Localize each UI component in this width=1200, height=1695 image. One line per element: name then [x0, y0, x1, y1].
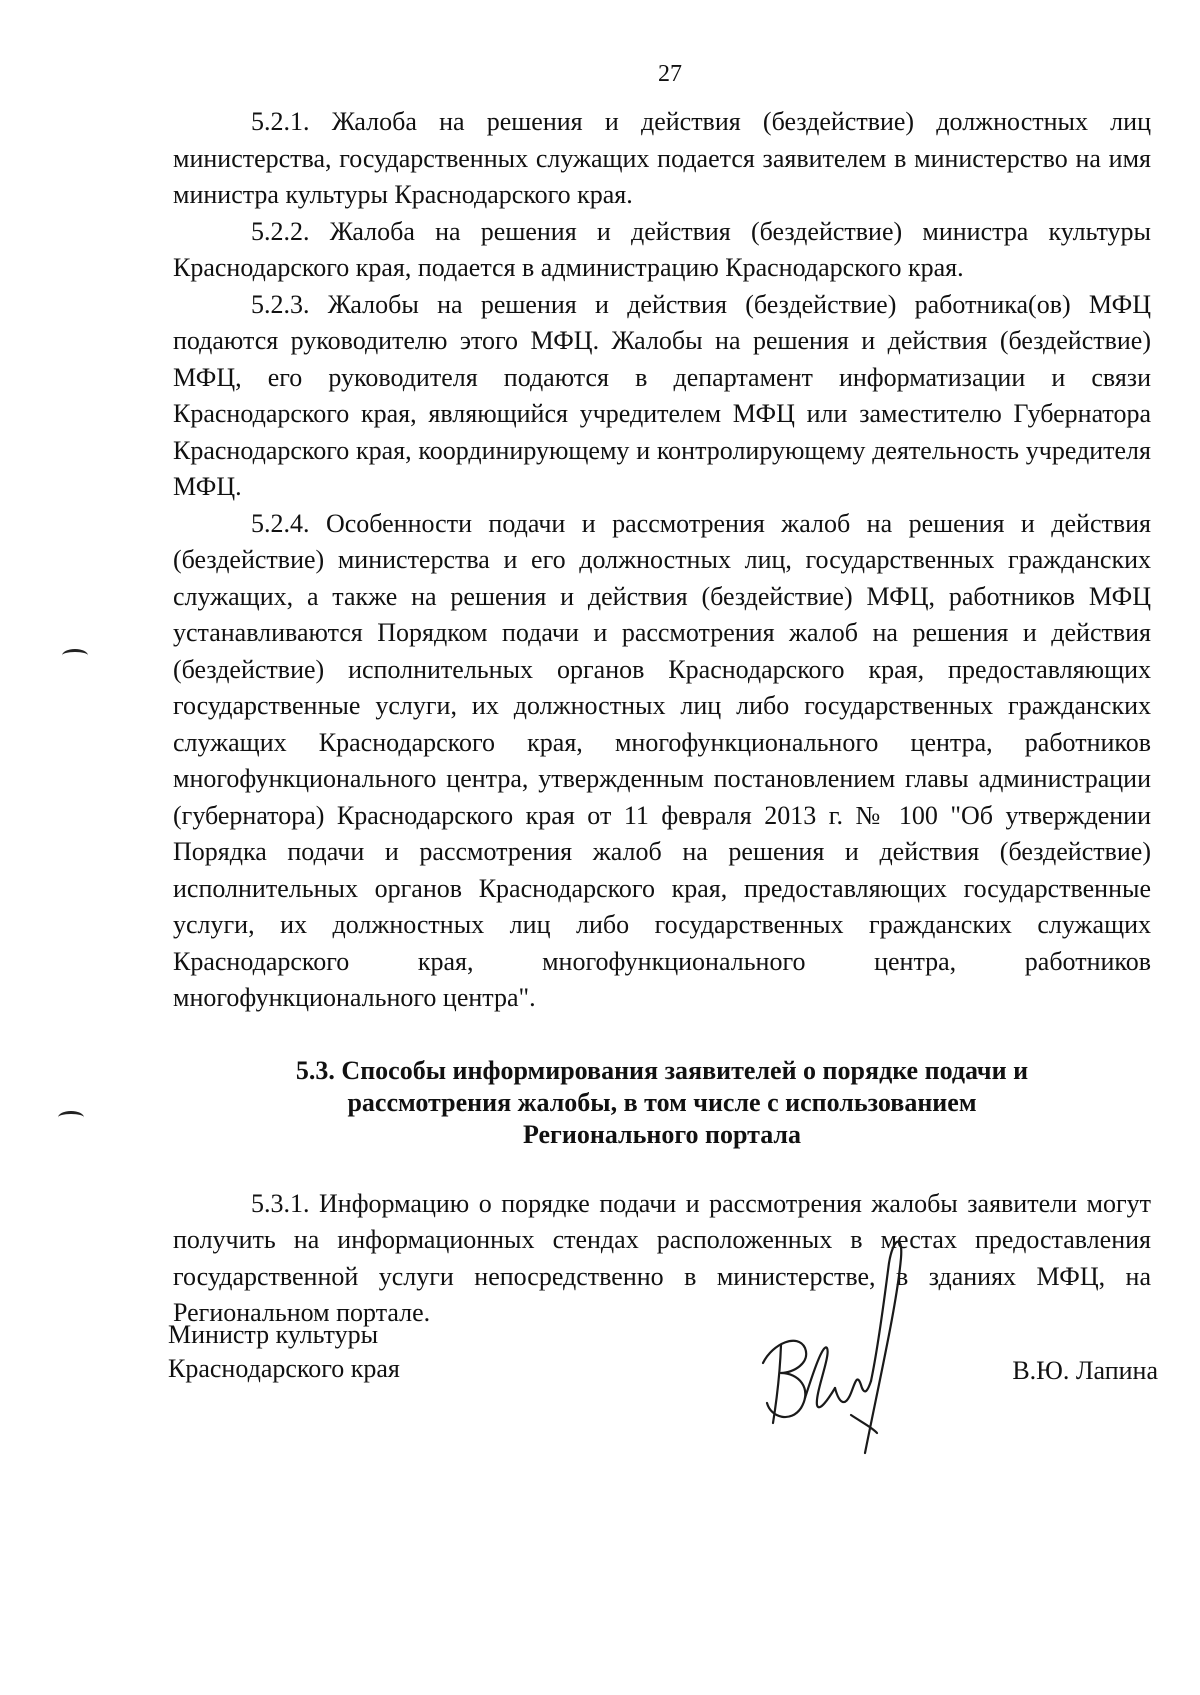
section-heading-5-3: [173, 1055, 1151, 1151]
page-number: 27: [658, 61, 682, 87]
document-body: [173, 104, 1151, 1332]
section-heading-line: 5.3. Способы информирования заявителей о порядке подачи и: [295, 1055, 1029, 1085]
signature-block: [168, 1318, 1158, 1458]
paragraph-5-2-2: 5.2.2. Жалоба на решения и действия (бездействие) министра культуры Краснодарского края, подается в администрацию Краснодарского края.: [173, 216, 1151, 282]
margin-mark: [58, 1111, 84, 1124]
handwritten-signature: [753, 1223, 923, 1463]
paragraph-5-2-1: 5.2.1. Жалоба на решения и действия (бездействие) должностных лиц министерства, государственных служащих подается заявителем в министерство на имя министра культуры Краснодарского края.: [173, 107, 1151, 209]
margin-mark: [62, 649, 88, 662]
paragraph-5-2-4: 5.2.4. Особенности подачи и рассмотрения жалоб на решения и действия (бездействие) министерства и его должностных лиц, государственных гражданских служащих, а также на решения и действия (бездействие) МФЦ, работников МФЦ устанавливаются Порядком подачи и рассмотрения жалоб на решения и действия (бездействие) исполнительных органов Краснодарского края, предоставляющих государственные услуги, их должностных лиц либо государственных гражданских служащих Краснодарского края, многофункционального центра, работников многофункционального центра, утвержденным постановлением главы администрации (губернатора) Краснодарского края от 11 февраля 2013 г. № 100 "Об утверждении Порядка подачи и рассмотрения жалоб на решения и действия (бездействие) исполнительных органов Краснодарского края, предоставляющих государственные услуги, их должностных лиц либо государственных гражданских служащих Краснодарского края, многофункционального центра, работников многофункционального центра".: [173, 508, 1151, 1012]
signer-position-line: Министр культуры: [168, 1320, 379, 1349]
paragraph-5-2-3: 5.2.3. Жалобы на решения и действия (бездействие) работника(ов) МФЦ подаются руководителю этого МФЦ. Жалобы на решения и действия (бездействие) МФЦ, его руководителя подаются в департамент информатизации и связи Краснодарского края, являющийся учредителем МФЦ или заместителю Губернатора Краснодарского края, координирующему и контролирующему деятельность учредителя МФЦ.: [173, 289, 1151, 501]
signer-position: [168, 1318, 400, 1386]
paragraph-5-3-1: 5.3.1. Информацию о порядке подачи и рассмотрения жалобы заявители могут получить на информационных стендах расположенных в местах предоставления государственной услуги непосредственно в министерстве, в зданиях МФЦ, на Региональном портале.: [173, 1188, 1151, 1327]
section-heading-line: Регионального портала: [522, 1119, 802, 1149]
signer-name: В.Ю. Лапина: [1012, 1356, 1158, 1385]
signer-position-line: Краснодарского края: [168, 1354, 400, 1383]
section-heading-line: рассмотрения жалобы, в том числе с использованием: [347, 1087, 977, 1117]
